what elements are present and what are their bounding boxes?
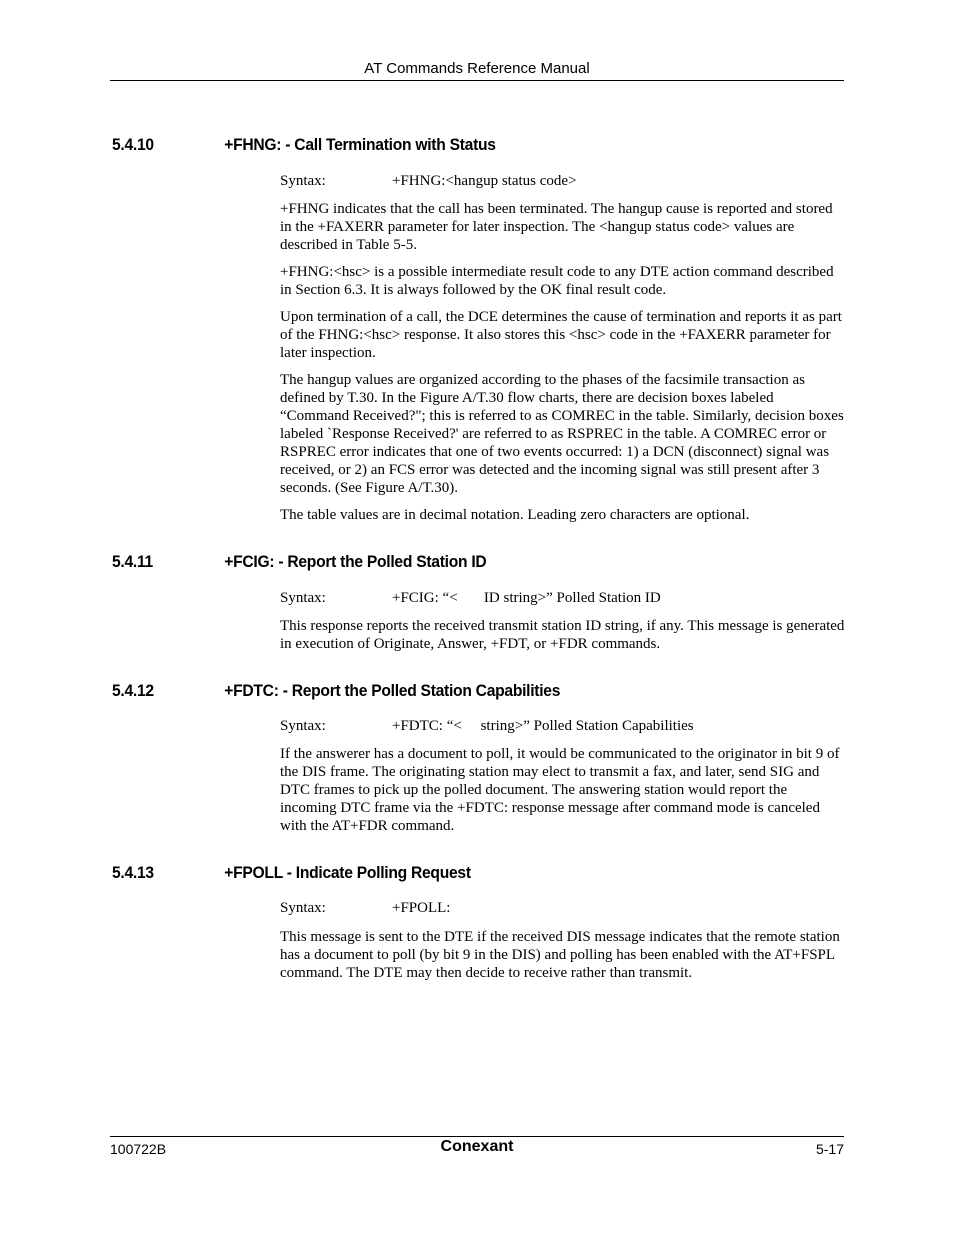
section-heading bbox=[112, 681, 560, 701]
page-footer bbox=[110, 1138, 844, 1162]
footer-page-number: 5-17 bbox=[815, 1141, 844, 1157]
footer-company: Conexant bbox=[440, 1138, 514, 1155]
section-title: +FDTC: - Report the Polled Station Capabilities bbox=[224, 681, 561, 700]
section-number: 5.4.13 bbox=[112, 863, 154, 882]
paragraph: The hangup values are organized according to the phases of the facsimile transaction as defined by T.30. In the Figure A/T.30 flow charts, there are decision boxes labeled “Command Received?"; this is referred to as COMREC in the table. Similarly, decision boxes labeled `Response Received?' are referred to as RSPREC in the table. A COMREC error or RSPREC error indicates that one of two events occurred: 1) a DCN (disconnect) signal was received, or 2) an FCS error was detected and the incoming signal was still present after 3 seconds. (See Figure A/T.30). bbox=[280, 372, 844, 496]
paragraph: If the answerer has a document to poll, it would be communicated to the originator in bit 9 of the DIS frame. The originating station may elect to transmit a fax, and later, send SIG and DTC frames to pick up the polled document. The answering station would report the incoming DTC frame via the +FDTC: response message after command mode is canceled with the AT+FDR command. bbox=[280, 746, 840, 834]
header-title: AT Commands Reference Manual bbox=[364, 60, 590, 77]
syntax-value: +FDTC: “< string>” Polled Station Capabilities bbox=[392, 718, 694, 734]
section-heading bbox=[112, 135, 496, 155]
paragraph: Upon termination of a call, the DCE determines the cause of termination and reports it as part of the FHNG:<hsc> response. It also stores this <hsc> code in the +FAXERR parameter for later inspection. bbox=[280, 309, 842, 361]
section-heading bbox=[112, 552, 486, 572]
section-heading bbox=[112, 863, 471, 883]
footer-rule bbox=[110, 1136, 844, 1137]
section-title: +FPOLL - Indicate Polling Request bbox=[224, 863, 471, 882]
paragraph: The table values are in decimal notation. Leading zero characters are optional. bbox=[280, 507, 750, 523]
syntax-value: +FHNG:<hangup status code> bbox=[392, 173, 577, 189]
section-number: 5.4.12 bbox=[112, 681, 154, 700]
syntax-value: +FCIG: “< ID string>” Polled Station ID bbox=[392, 590, 661, 606]
section-title: +FCIG: - Report the Polled Station ID bbox=[224, 552, 487, 571]
paragraph: This response reports the received transmit station ID string, if any. This message is generated in execution of Originate, Answer, +FDT, or +FDR commands. bbox=[280, 618, 845, 652]
syntax-label: Syntax: bbox=[280, 173, 326, 189]
header-rule bbox=[110, 80, 844, 81]
footer-doc-number: 100722B bbox=[110, 1141, 167, 1157]
paragraph: +FHNG indicates that the call has been terminated. The hangup cause is reported and stored in the +FAXERR parameter for later inspection. The <hangup status code> values are described in Table 5-5. bbox=[280, 201, 833, 253]
syntax-value: +FPOLL: bbox=[392, 900, 451, 916]
paragraph: This message is sent to the DTE if the received DIS message indicates that the remote station has a document to poll (by bit 9 in the DIS) and polling has been enabled with the AT+FSPL command. The DTE may then decide to receive rather than transmit. bbox=[280, 929, 840, 981]
section-number: 5.4.10 bbox=[112, 135, 154, 154]
section-title: +FHNG: - Call Termination with Status bbox=[224, 135, 496, 154]
section-number: 5.4.11 bbox=[112, 552, 153, 571]
syntax-label: Syntax: bbox=[280, 590, 326, 606]
syntax-label: Syntax: bbox=[280, 900, 326, 916]
syntax-label: Syntax: bbox=[280, 718, 326, 734]
paragraph: +FHNG:<hsc> is a possible intermediate result code to any DTE action command described in Section 6.3. It is always followed by the OK final result code. bbox=[280, 264, 834, 298]
